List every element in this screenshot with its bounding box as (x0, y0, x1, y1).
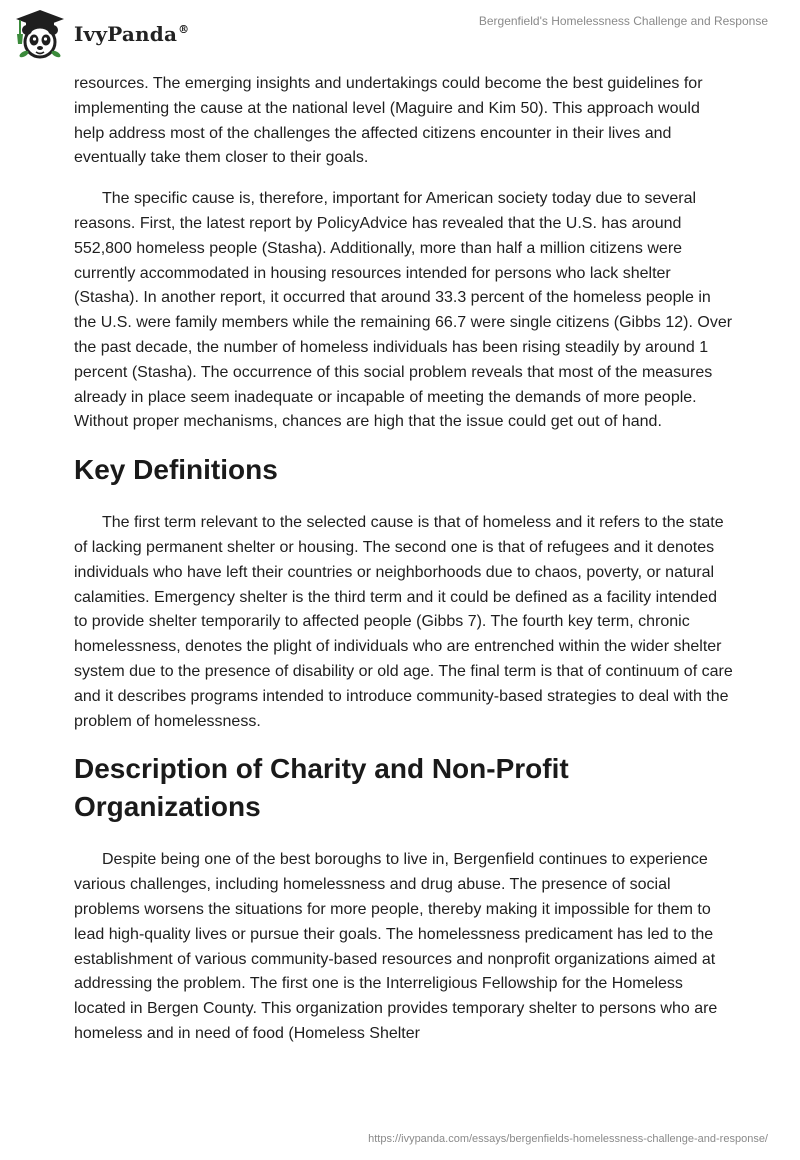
panda-graduate-icon (12, 8, 68, 60)
heading-charity-organizations: Description of Charity and Non-Profit Organizations (74, 753, 569, 823)
brand-name: IvyPanda® (74, 22, 190, 46)
running-title: Bergenfield's Homelessness Challenge and Response (478, 14, 768, 28)
ivypanda-logo[interactable] (12, 8, 189, 60)
essay-content (74, 72, 734, 1063)
source-url[interactable]: https://ivypanda.com/essays/bergenfields-homelessness-challenge-and-response/ (368, 1133, 768, 1145)
page-header (0, 0, 800, 70)
paragraph-definitions: The first term relevant to the selected cause is that of homeless and it refers to the state of lacking permanent shelter or housing. The second one is that of refugees and it denotes individuals who have left their countries or neighborhoods due to chaos, poverty, or natural calamities. Emergency shelter is the third term and it could be defined as a facility intended to provide shelter temporarily to affected people (Gibbs 7). The fourth key term, chronic homelessness, denotes the plight of individuals who are entrenched within the wider shelter system due to the presence of disability or old age. The final term is that of continuum of care and it describes programs intended to introduce community-based strategies to deal with the problem of homelessness. (74, 514, 733, 730)
paragraph-continuation: resources. The emerging insights and undertakings could become the best guidelines for implementing the cause at the national level (Maguire and Kim 50). This approach would help address most of the challenges the affected citizens encounter in their lives and eventually take them closer to their goals. (74, 75, 703, 167)
registered-mark: ® (178, 23, 190, 37)
heading-key-definitions: Key Definitions (74, 454, 278, 486)
paragraph-charity: Despite being one of the best boroughs to live in, Bergenfield continues to experience various challenges, including homelessness and drug abuse. The presence of social problems worsens the situations for more people, thereby making it impossible for them to lead high-quality lives or pursue their goals. The homelessness predicament has led to the establishment of various community-based resources and nonprofit organizations aimed at addressing the problem. The first one is the Interreligious Fellowship for the Homeless located in Bergen County. This organization provides temporary shelter to persons who are homeless and in need of food (Homeless Shelter (74, 851, 718, 1042)
paragraph-importance: The specific cause is, therefore, important for American society today due to several reasons. First, the latest report by PolicyAdvice has revealed that the U.S. has around 552,800 homeless people (Stasha). Additionally, more than half a million citizens were currently accommodated in housing resources intended for persons who lack shelter (Stasha). In another report, it occurred that around 33.3 percent of the homeless people in the U.S. were family members while the remaining 66.7 were single citizens (Gibbs 12). Over the past decade, the number of homeless individuals has been rising steadily by around 1 percent (Stasha). The occurrence of this social problem reveals that most of the measures already in place seem inadequate or incapable of meeting the demands of more people. Without proper mechanisms, chances are high that the issue could get out of hand. (74, 190, 733, 431)
